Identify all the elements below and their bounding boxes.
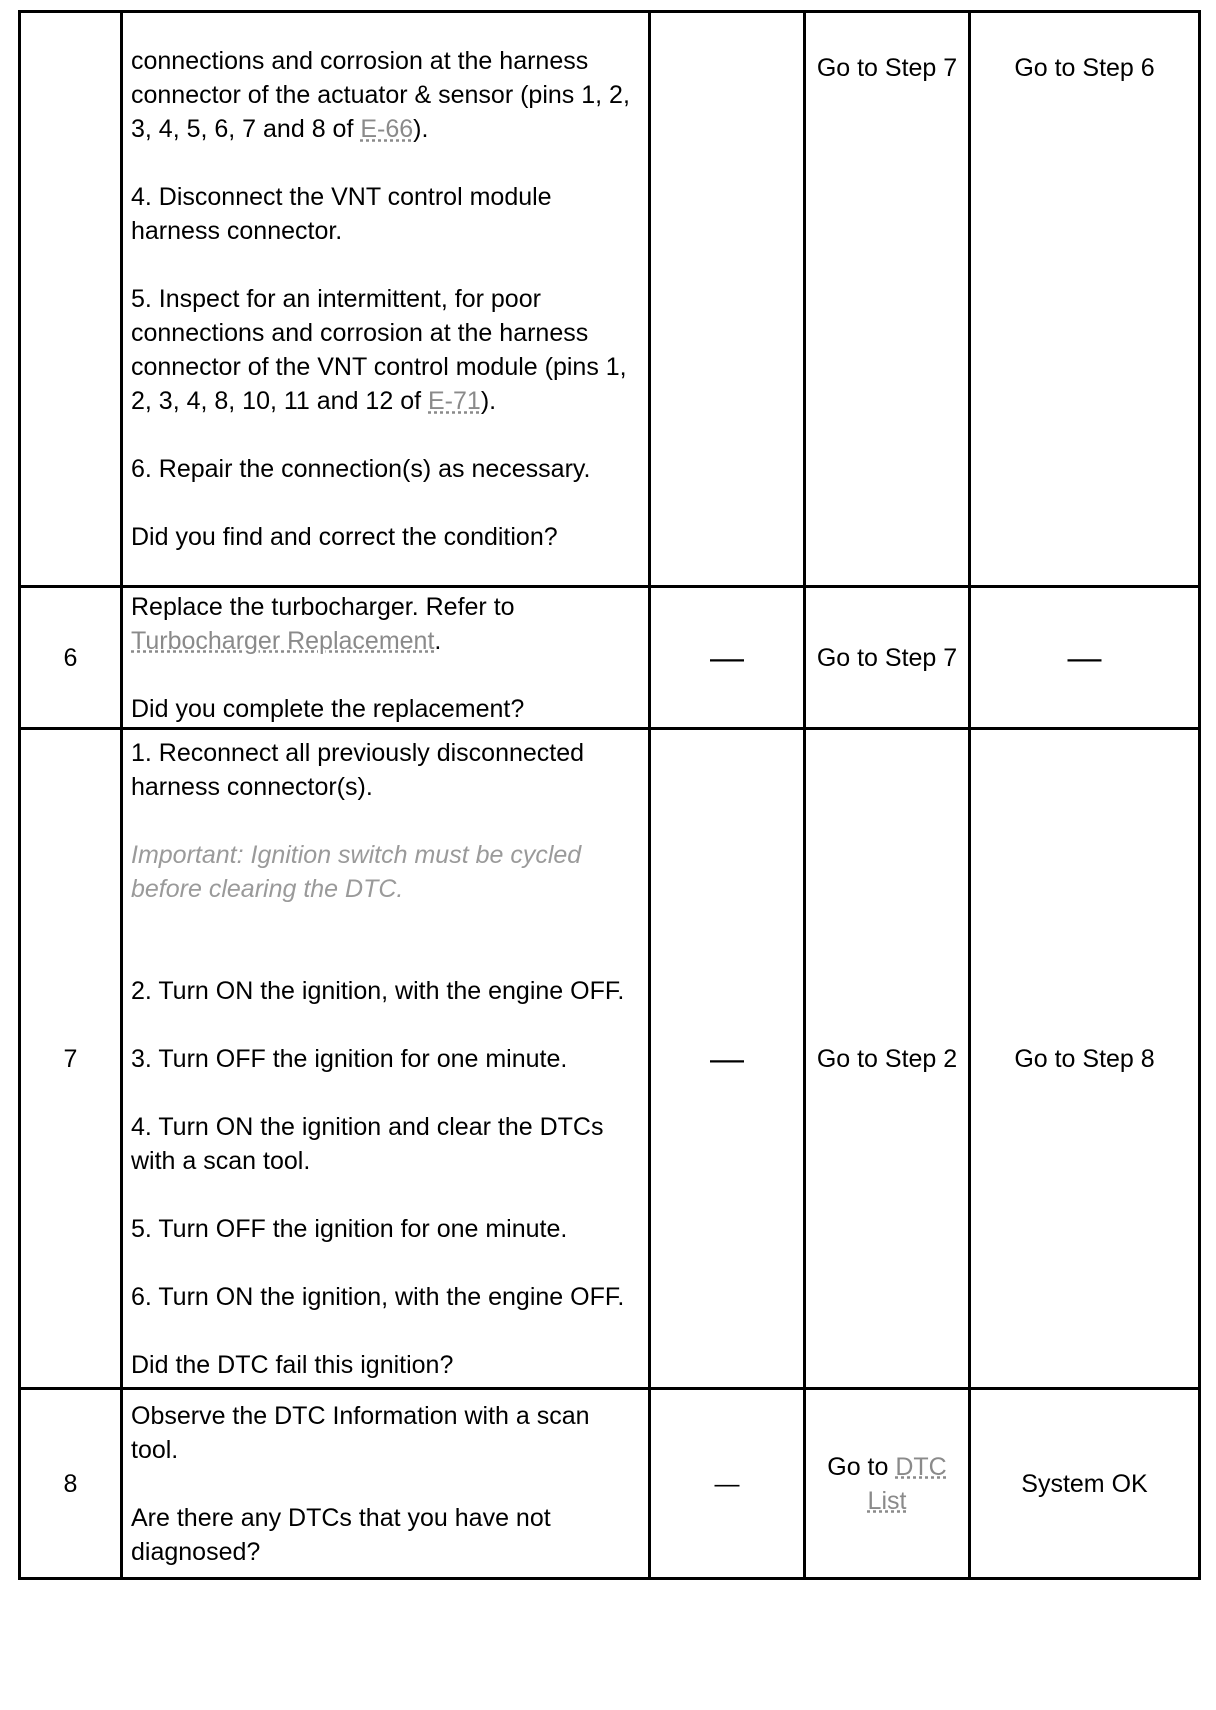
- action-cell: [122, 1389, 650, 1579]
- action-paragraph: 6. Repair the connection(s) as necessary.: [131, 455, 591, 483]
- action-cell: [122, 729, 650, 1389]
- action-paragraph: connections and corrosion at the harness connector of the actuator & sensor (pins 1, 2, 3, 4, 5, 6, 7 and 8 of E-66).: [131, 47, 630, 143]
- yes-cell: Go to Step 7: [805, 587, 970, 729]
- action-paragraph: 5. Inspect for an intermittent, for poor connections and corrosion at the harness connector of the VNT control module (pins 1, 2, 3, 4, 8, 10, 11 and 12 of E-71).: [131, 285, 627, 415]
- no-cell: Go to Step 8: [970, 729, 1200, 1389]
- step-number: [20, 12, 122, 587]
- value-cell: —: [650, 1389, 805, 1579]
- action-paragraph: 4. Disconnect the VNT control module harness connector.: [131, 183, 552, 245]
- table-row: [20, 12, 1200, 587]
- dtc-list-link[interactable]: DTC List: [867, 1452, 947, 1515]
- value-cell: —: [650, 587, 805, 729]
- procedure-link[interactable]: Turbocharger Replacement: [131, 626, 435, 655]
- step-number: 6: [20, 587, 122, 729]
- yes-cell: Go to Step 2: [805, 729, 970, 1389]
- step-number: 8: [20, 1389, 122, 1579]
- action-paragraph: Replace the turbocharger. Refer to Turbocharger Replacement.: [131, 592, 515, 655]
- action-question: Did you complete the replacement?: [131, 694, 525, 723]
- table-row: [20, 729, 1200, 1389]
- action-paragraph: Observe the DTC Information with a scan tool.: [131, 1401, 590, 1464]
- yes-cell: Go to Step 7: [805, 12, 970, 587]
- value-cell: —: [650, 729, 805, 1389]
- action-question: Did you find and correct the condition?: [131, 523, 558, 551]
- important-note: Important: Ignition switch must be cycled before clearing the DTC.: [131, 840, 582, 903]
- connector-link[interactable]: E-71: [428, 387, 481, 415]
- action-paragraph: 1. Reconnect all previously disconnected harness connector(s).: [131, 738, 585, 801]
- action-cell: [122, 12, 650, 587]
- action-paragraph: 6. Turn ON the ignition, with the engine OFF.: [131, 1282, 625, 1311]
- action-paragraph: 3. Turn OFF the ignition for one minute.: [131, 1044, 568, 1073]
- table-row: [20, 587, 1200, 729]
- action-paragraph: 5. Turn OFF the ignition for one minute.: [131, 1214, 568, 1243]
- table-row: [20, 1389, 1200, 1579]
- diagnostic-table: [18, 10, 1201, 1580]
- step-number: 7: [20, 729, 122, 1389]
- action-question: Are there any DTCs that you have not diagnosed?: [131, 1503, 551, 1566]
- value-cell: [650, 12, 805, 587]
- yes-cell: Go to DTC List: [805, 1389, 970, 1579]
- no-cell: —: [970, 587, 1200, 729]
- action-question: Did the DTC fail this ignition?: [131, 1350, 454, 1379]
- action-paragraph: 2. Turn ON the ignition, with the engine OFF.: [131, 976, 625, 1005]
- connector-link[interactable]: E-66: [360, 115, 414, 143]
- no-cell: System OK: [970, 1389, 1200, 1579]
- no-cell: Go to Step 6: [970, 12, 1200, 587]
- action-paragraph: 4. Turn ON the ignition and clear the DTCs with a scan tool.: [131, 1112, 604, 1175]
- action-cell: [122, 587, 650, 729]
